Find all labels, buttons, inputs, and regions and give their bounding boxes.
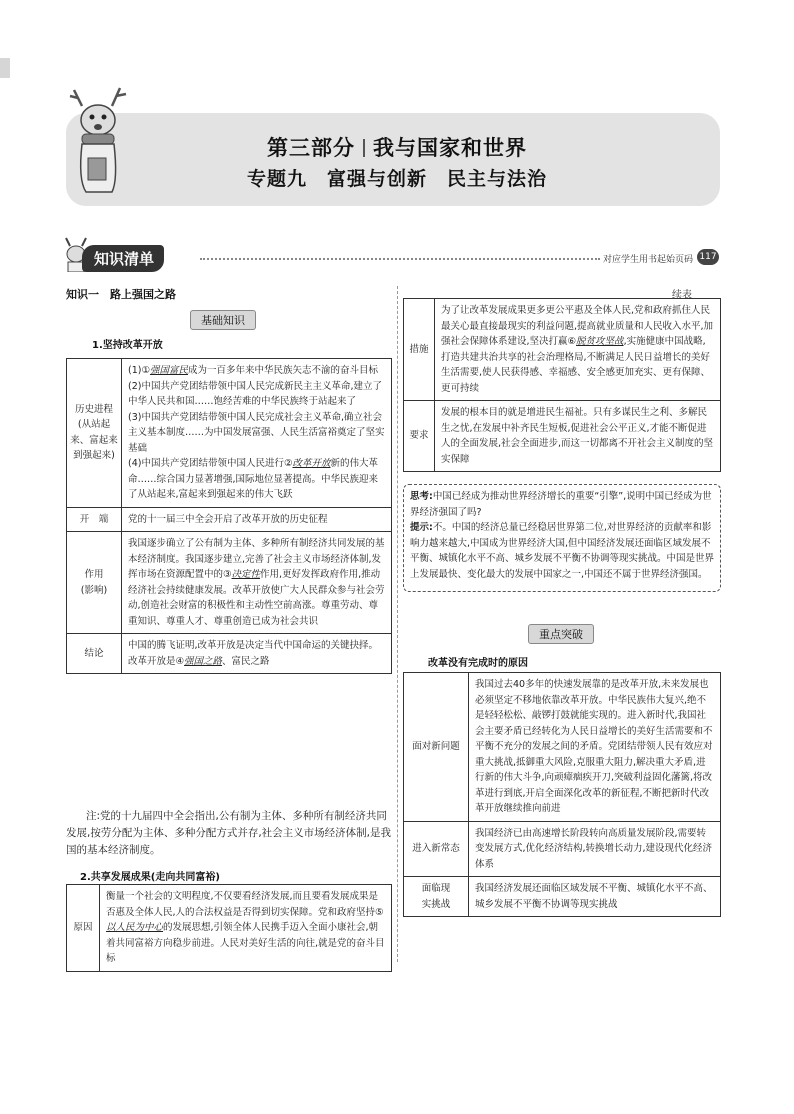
fill-in-answer: 决定性	[231, 569, 261, 580]
row-text: 我国过去40多年的快速发展靠的是改革开放,未来发展也必须坚定不移地依靠改革开放。中华民族伟大复兴,绝不是轻轻松松、敲锣打鼓就能实现的。进入新时代,我国社会主要矛盾已经转化为人民日益增长的美好生活需要和不平衡不充分的发展之间的矛盾。党团结带领人民有效应对重大挑战,抵御重大风险,克服重大阻力,解决重大矛盾,进行新的伟大斗争,向顽瘴痼疾开刀,突破利益固化藩篱,将改革进行到底,开启全面深化改革的新征程,不断把新时代改革开放继续推向前进	[475, 679, 713, 814]
row-content	[469, 673, 721, 822]
row-content	[122, 359, 392, 508]
row-text: ,实施健康中国战略,打造共建共治共享的社会治理格局,不断满足人民日益增长的美好生活需要,使人民获得感、幸福感、安全感更加充实、更有保障、更可持续	[441, 336, 711, 394]
row-content	[469, 877, 721, 917]
fill-in-answer: 改革开放	[292, 458, 331, 469]
row-label: 开 端	[67, 507, 122, 532]
scan-corner-mark	[0, 58, 10, 78]
knowledge-title: 知识一 路上强国之路	[66, 288, 176, 301]
row-text: (1)①	[128, 365, 150, 376]
row-label: 面对新问题	[404, 673, 469, 822]
fill-in-answer: 强国富民	[149, 365, 188, 376]
think-box	[403, 484, 721, 592]
row-text: 我国逐步确立了公有制为主体、多种所有制经济共同发展的基本经济制度。我国逐步建立,完善了社会主义市场经济体制,发挥市场在资源配置中的③	[128, 538, 385, 580]
table-row	[404, 877, 721, 917]
row-text: 、富民之路	[222, 655, 270, 667]
row-text: 我国经济发展还面临区域发展不平衡、城镇化水平不高、城乡发展不平衡不协调等现实挑战	[475, 883, 713, 910]
row-content	[122, 507, 392, 532]
continued-label: 续表	[672, 290, 692, 301]
row-label: 结论	[67, 634, 122, 674]
column-divider	[397, 286, 398, 962]
table-row	[67, 359, 392, 508]
row-text: 的发展思想,引领全体人民携手迈入全面小康社会,朝着共同富裕方向稳步前进。人民对美好生活的向往,就是党的奋斗目标	[106, 922, 385, 964]
row-text: 发展的根本目的就是增进民生福祉。只有多谋民生之利、多解民生之忧,在发展中补齐民生短板,促进社会公平正义,才能不断促进人的全面发展,社会全面进步,而这一切都离不开社会主义制度的坚实保障	[441, 407, 714, 465]
fill-in-answer: 以人民为中心	[106, 922, 164, 933]
table-row	[404, 673, 721, 822]
row-label: 原因	[67, 885, 100, 972]
row-text: 衡量一个社会的文明程度,不仅要看经济发展,而且要看发展成果是否惠及全体人民,人的合法权益是否得到切实保障。党和政府坚持⑤	[106, 891, 384, 918]
table-row	[67, 885, 392, 972]
row-label: 要求	[404, 401, 435, 472]
table-row	[404, 401, 721, 472]
table-row	[404, 821, 721, 877]
subsection-title: 1.坚持改革开放	[92, 340, 163, 351]
note-paragraph: 注:党的十九届四中全会指出,公有制为主体、多种所有制经济共同发展,按劳分配为主体、多种分配方式并存,社会主义市场经济体制,是我国的基本经济制度。	[66, 810, 392, 856]
row-text: 党的十一届三中全会开启了改革开放的历史征程	[128, 513, 328, 525]
row-label: 作用 (影响)	[67, 532, 122, 634]
row-text: 为了让改革发展成果更多更公平惠及全体人民,党和政府抓住人民最关心最直接最现实的利益问题,提高就业质量和人民收入水平,加强社会保障体系建设,坚决打赢⑥	[441, 305, 714, 347]
row-text: 我国经济已由高速增长阶段转向高质量发展阶段,需要转变发展方式,优化经济结构,转换增长动力,建设现代化经济体系	[475, 827, 713, 870]
basic-knowledge-tag: 基础知识	[190, 310, 256, 330]
row-content	[435, 299, 721, 401]
row-content	[100, 885, 392, 972]
page-reference: 对应学生用书起始页码	[603, 255, 694, 265]
row-text: 中国的腾飞证明,改革开放是决定当代中国命运的关键抉择。改革开放是④	[128, 640, 379, 667]
reform-reasons-table	[403, 672, 721, 917]
fill-in-answer: 强国之路	[184, 655, 223, 667]
table-row	[67, 634, 392, 674]
think-question-label: 思考:	[410, 491, 433, 502]
section-title: 知识清单	[82, 245, 164, 272]
row-text: 作用,更好发挥政府作用,推动经济社会持续健康发展。改革开放使广大人民群众参与社会劳动,创造社会财富的积极性和主动性空前高涨。尊重劳动、尊重知识、尊重人才、尊重创造已成为社会共识	[128, 569, 385, 627]
row-text: 成为一百多年来中华民族矢志不渝的奋斗目标 (2)中国共产党团结带领中国人民完成新民主主义革命,建立了中华人民共和国……饱经苦难的中华民族终于站起来了 (3)中国共产党团结带领中国人民完成社会主义革命,确立社会主义基本制度……为中国发展富强、人民生活富裕奠定了坚实基础 (4)中国共产党团结带领中国人民进行②	[128, 365, 385, 469]
row-label: 进入新常态	[404, 821, 469, 877]
table-row	[67, 507, 392, 532]
row-label: 面临现 实挑战	[404, 877, 469, 917]
row-text: 新的伟大革命……综合国力显著增强,国际地位显著提高。中华民族迎来了从站起来,富起来到强起来的伟大飞跃	[128, 458, 379, 500]
table-row	[67, 532, 392, 634]
think-question: 中国已经成为推动世界经济增长的重要“引擎”,说明中国已经成为世界经济强国了吗?	[410, 491, 712, 518]
dotted-divider	[200, 258, 600, 260]
subsection-title: 改革没有完成时的原因	[428, 658, 528, 669]
page-number-badge: 117	[697, 249, 719, 265]
think-answer: 不。中国的经济总量已经稳居世界第二位,对世界经济的贡献率和影响力越来越大,中国成为世界经济大国,但中国经济发展还面临区域发展不平衡、城镇化水平不高、城乡发展不平衡不协调等现实挑战。中国是世界上发展最快、变化最大的发展中国家之一,中国还不属于世界经济强国。	[410, 522, 715, 580]
think-answer-label: 提示:	[410, 522, 433, 533]
reform-table	[66, 358, 392, 674]
part-title: 第三部分 我与国家和世界	[267, 136, 527, 160]
shared-development-table	[66, 884, 392, 972]
table-row	[404, 299, 721, 401]
continued-table	[403, 298, 721, 472]
row-content	[435, 401, 721, 472]
key-breakthrough-tag: 重点突破	[528, 624, 594, 644]
topic-title: 专题九 富强与创新 民主与法治	[246, 168, 547, 190]
row-label: 历史进程 (从站起来、富起来到强起来)	[67, 359, 122, 508]
row-content	[122, 634, 392, 674]
fill-in-answer: 脱贫攻坚战	[576, 336, 624, 347]
row-label: 措施	[404, 299, 435, 401]
row-content	[122, 532, 392, 634]
subsection-title: 2.共享发展成果(走向共同富裕)	[80, 872, 220, 883]
row-content	[469, 821, 721, 877]
